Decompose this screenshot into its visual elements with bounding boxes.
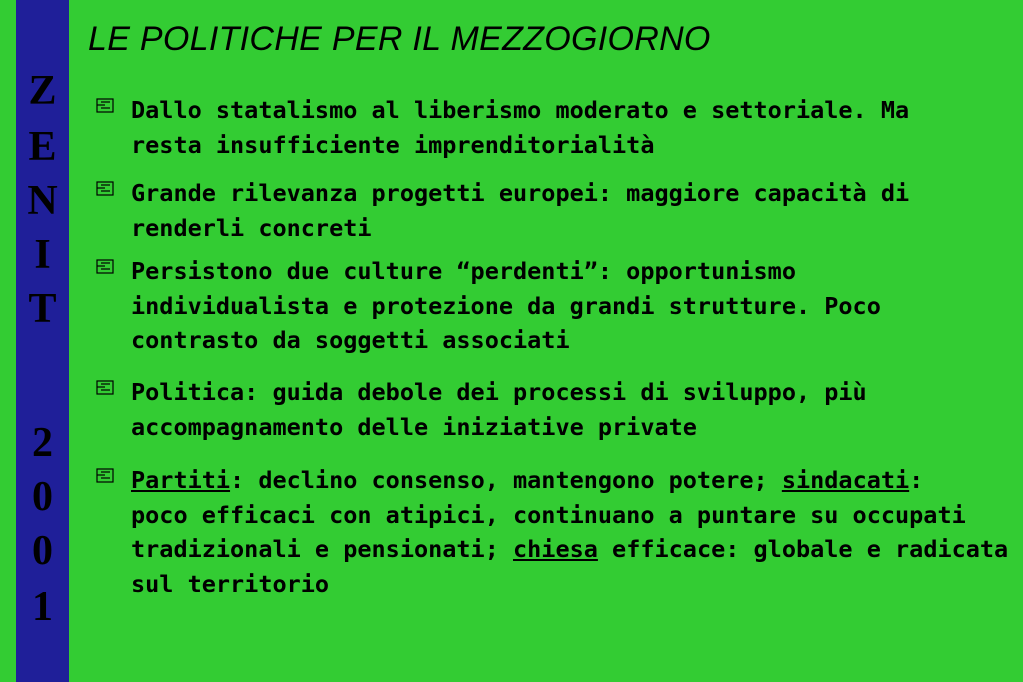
sidebar-digit: 0 bbox=[32, 528, 53, 574]
keyword-sindacati: sindacati bbox=[781, 466, 910, 494]
note-bullet-icon bbox=[96, 258, 114, 274]
bullet-item bbox=[96, 254, 996, 358]
bullet-item bbox=[96, 375, 996, 444]
bullet-line: accompagnamento delle iniziative private bbox=[131, 412, 697, 441]
bullet-line: sul territorio bbox=[131, 569, 330, 598]
bullet-line: individualista e protezione da grandi strutture. Poco bbox=[131, 291, 881, 320]
slide-title: LE POLITICHE PER IL MEZZOGIORNO bbox=[88, 20, 711, 58]
text-fragment: : declino consenso, mantengono potere; bbox=[230, 466, 782, 494]
bullet-item bbox=[96, 176, 996, 245]
bullet-line: resta insufficiente imprenditorialità bbox=[131, 130, 655, 159]
text-fragment: tradizionali e pensionati; bbox=[131, 535, 514, 563]
bullet-text bbox=[131, 463, 1009, 601]
bullet-item bbox=[96, 93, 996, 162]
sidebar-digit: 1 bbox=[32, 584, 53, 630]
bullet-line: Grande rilevanza progetti europei: maggiore capacità di bbox=[131, 179, 910, 207]
bullet-line: contrasto da soggetti associati bbox=[131, 326, 570, 354]
note-bullet-icon bbox=[96, 97, 114, 113]
keyword-chiesa: chiesa bbox=[513, 535, 598, 563]
bullet-line bbox=[131, 463, 996, 498]
sidebar-letter: I bbox=[34, 232, 51, 278]
text-fragment: : bbox=[909, 466, 924, 494]
bullet-text bbox=[131, 93, 996, 162]
bullet-line bbox=[131, 532, 1009, 567]
note-bullet-icon bbox=[96, 467, 114, 483]
sidebar-letter: E bbox=[28, 124, 57, 170]
bullet-line: poco efficaci con atipici, continuano a puntare su occupati bbox=[131, 500, 966, 529]
sidebar-letter: T bbox=[28, 286, 57, 332]
bullet-text bbox=[131, 375, 996, 444]
sidebar bbox=[16, 0, 69, 682]
bullet-text bbox=[131, 254, 996, 358]
sidebar-letter: Z bbox=[28, 68, 57, 114]
keyword-partiti: Partiti bbox=[131, 466, 231, 494]
bullet-line: Politica: guida debole dei processi di sviluppo, più bbox=[131, 378, 867, 406]
bullet-line: renderli concreti bbox=[131, 213, 372, 242]
sidebar-digit: 2 bbox=[32, 420, 53, 466]
bullet-item bbox=[96, 463, 1009, 601]
bullet-line: Persistono due culture “perdenti”: opportunismo bbox=[131, 257, 796, 285]
bullet-line: Dallo statalismo al liberismo moderato e settoriale. Ma bbox=[131, 96, 910, 124]
sidebar-digit: 0 bbox=[32, 474, 53, 520]
note-bullet-icon bbox=[96, 180, 114, 196]
sidebar-letter: N bbox=[27, 178, 58, 224]
bullet-text bbox=[131, 176, 996, 245]
text-fragment: efficace: globale e radicata bbox=[597, 535, 1009, 563]
note-bullet-icon bbox=[96, 379, 114, 395]
